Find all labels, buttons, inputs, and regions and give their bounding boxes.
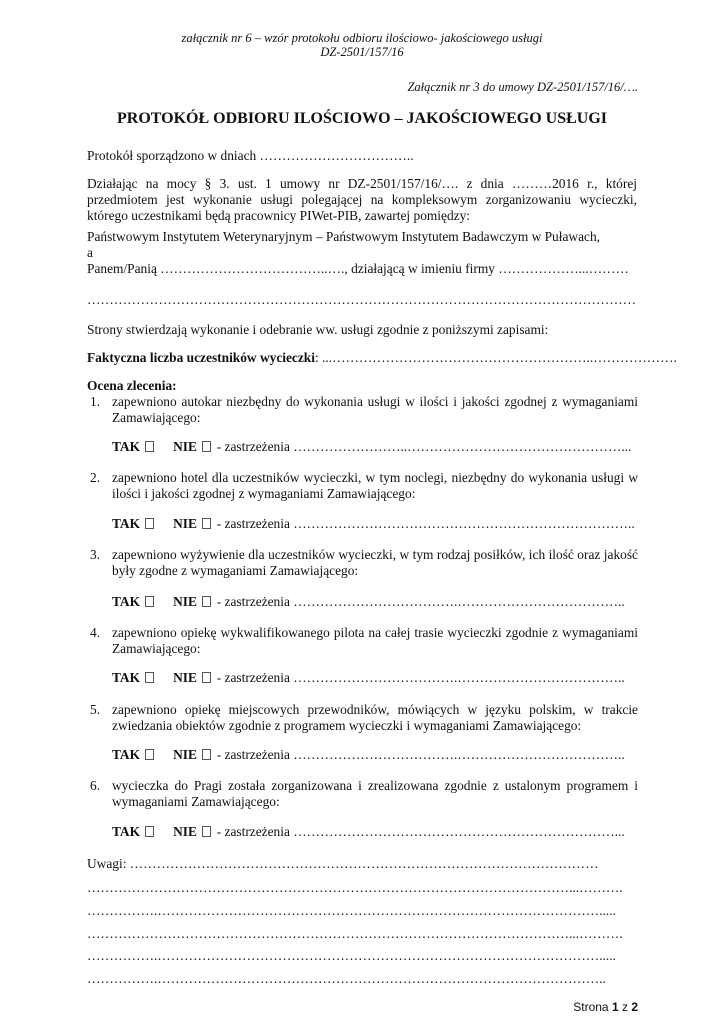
- attachment-header-line2: DZ-2501/157/16: [320, 45, 404, 59]
- no-checkbox[interactable]: [202, 518, 211, 529]
- no-checkbox[interactable]: [202, 826, 211, 837]
- no-label: NIE: [173, 670, 197, 685]
- yes-label: TAK: [112, 594, 141, 609]
- statement-line: Strony stwierdzają wykonanie i odebranie ww. usługi zgodnie z poniższymi zapisami:: [87, 322, 549, 337]
- remarks-dots: ………………………………………………………………...: [293, 824, 625, 839]
- protocol-date-line: Protokół sporządzono w dniach ……………………………..: [87, 148, 414, 163]
- remarks-line: ………………………………………………………………………………………………...……….: [87, 880, 623, 895]
- participants-value: : ...…………………………………………………..……………….: [314, 350, 677, 365]
- yes-checkbox[interactable]: [145, 596, 154, 607]
- item-number: 4.: [90, 625, 101, 640]
- remarks-heading: Uwagi:: [87, 856, 127, 871]
- attachment-header-line1: załącznik nr 6 – wzór protokołu odbioru ilościowo- jakościowego usługi: [181, 31, 543, 45]
- item-number: 6.: [90, 778, 101, 793]
- remarks-label: - zastrzeżenia: [216, 670, 290, 685]
- yes-checkbox[interactable]: [145, 672, 154, 683]
- no-label: NIE: [173, 824, 197, 839]
- remarks-line: ………………………………………………………………………………………………...……….: [87, 926, 623, 941]
- yes-label: TAK: [112, 747, 141, 762]
- remarks-label: - zastrzeżenia: [216, 747, 290, 762]
- page-total: 2: [631, 1000, 638, 1014]
- yes-label: TAK: [112, 824, 141, 839]
- remarks-label: - zastrzeżenia: [216, 516, 290, 531]
- remarks-dots: ……………………………….………………………………..: [293, 594, 625, 609]
- participants-line: [87, 350, 677, 366]
- agreement-paragraph: Działając na mocy § 3. ust. 1 umowy nr DZ-2501/157/16/…. z dnia ………2016 r., której przedmiotem jest wykonanie usługi polegającej na kompleksowym zorganizowaniu wycieczki, którego uczestnikami będą pracownicy PIWet-PIB, zawartej pomiędzy:: [87, 176, 637, 223]
- item-options: [112, 516, 635, 532]
- remarks-dots: …………………………………………………………………..: [293, 516, 635, 531]
- item-options: [112, 670, 625, 686]
- item-options: [112, 594, 625, 610]
- party-conjunction: a: [87, 245, 93, 260]
- participants-label: Faktyczna liczba uczestników wycieczki: [87, 350, 315, 365]
- remarks-first-line: [87, 856, 598, 872]
- no-label: NIE: [173, 516, 197, 531]
- no-label: NIE: [173, 594, 197, 609]
- item-text: zapewniono opiekę wykwalifikowanego pilota na całej trasie wycieczki zgodnie z wymaganiami Zamawiającego:: [112, 625, 638, 656]
- yes-label: TAK: [112, 670, 141, 685]
- party-one: Państwowym Instytutem Weterynaryjnym – Państwowym Instytutem Badawczym w Puławach,: [87, 229, 601, 244]
- page-current: 1: [611, 1000, 619, 1014]
- remarks-label: - zastrzeżenia: [216, 594, 290, 609]
- yes-checkbox[interactable]: [145, 518, 154, 529]
- yes-checkbox[interactable]: [145, 749, 154, 760]
- no-label: NIE: [173, 747, 197, 762]
- item-text: wycieczka do Pragi została zorganizowana i zrealizowana zgodnie z ustalonym programem i wymaganiami Zamawiającego:: [112, 778, 638, 809]
- item-number: 3.: [90, 547, 101, 562]
- agreement-attachment-ref: Załącznik nr 3 do umowy DZ-2501/157/16/….: [407, 80, 638, 94]
- no-checkbox[interactable]: [202, 672, 211, 683]
- no-checkbox[interactable]: [202, 441, 211, 452]
- item-number: 2.: [90, 470, 101, 485]
- page-number: [573, 1000, 638, 1014]
- page-of-word: z: [621, 1000, 628, 1014]
- evaluation-heading: Ocena zlecenia:: [87, 378, 177, 393]
- remarks-line: …………….………………………………………………………………………………………..: [87, 971, 606, 986]
- item-number: 1.: [90, 394, 101, 409]
- no-checkbox[interactable]: [202, 596, 211, 607]
- item-text: zapewniono autokar niezbędny do wykonania usługi w ilości i jakości zgodnej z wymaganiami Zamawiającego:: [112, 394, 638, 425]
- remarks-label: - zastrzeżenia: [216, 824, 290, 839]
- yes-checkbox[interactable]: [145, 826, 154, 837]
- dotted-line: ……………………………………………………………………………………………………………: [87, 292, 637, 307]
- remarks-dots: ……………………………….………………………………..: [293, 670, 625, 685]
- yes-label: TAK: [112, 439, 141, 454]
- remarks-dots: ……………………………….………………………………..: [293, 747, 625, 762]
- remarks-dots: ……………………..…………………………………………...: [293, 439, 632, 454]
- item-options: [112, 824, 625, 840]
- remarks-line: …………….……………………………………………………………………………………….....: [87, 948, 616, 963]
- remarks-line: …………….……………………………………………………………………………………….....: [87, 903, 616, 918]
- yes-label: TAK: [112, 516, 141, 531]
- item-text: zapewniono hotel dla uczestników wycieczki, w tym noclegi, niezbędny do wykonania usługi w ilości i jakości zgodnej z wymaganiami Zamawiającego:: [112, 470, 638, 501]
- no-label: NIE: [173, 439, 197, 454]
- item-text: zapewniono opiekę miejscowych przewodników, mówiących w języku polskim, w trakcie zwiedzania obiektów zgodnie z programem wycieczki i wymaganiami Zamawiającego:: [112, 702, 638, 733]
- item-text: zapewniono wyżywienie dla uczestników wycieczki, w tym rodzaj posiłków, ich ilość oraz jakość były zgodne z wymaganiami Zamawiającego:: [112, 547, 638, 578]
- yes-checkbox[interactable]: [145, 441, 154, 452]
- page-title: PROTOKÓŁ ODBIORU ILOŚCIOWO – JAKOŚCIOWEGO USŁUGI: [116, 110, 607, 127]
- item-options: [112, 439, 631, 455]
- item-number: 5.: [90, 702, 101, 717]
- remarks-first-dots: ……………………………………………………………………………………………: [129, 856, 599, 871]
- page-word: Strona: [573, 1000, 609, 1014]
- no-checkbox[interactable]: [202, 749, 211, 760]
- remarks-label: - zastrzeżenia: [216, 439, 290, 454]
- party-two: Panem/Panią ………………………………..…., działającą w imieniu firmy ………………...………: [87, 261, 629, 276]
- item-options: [112, 747, 625, 763]
